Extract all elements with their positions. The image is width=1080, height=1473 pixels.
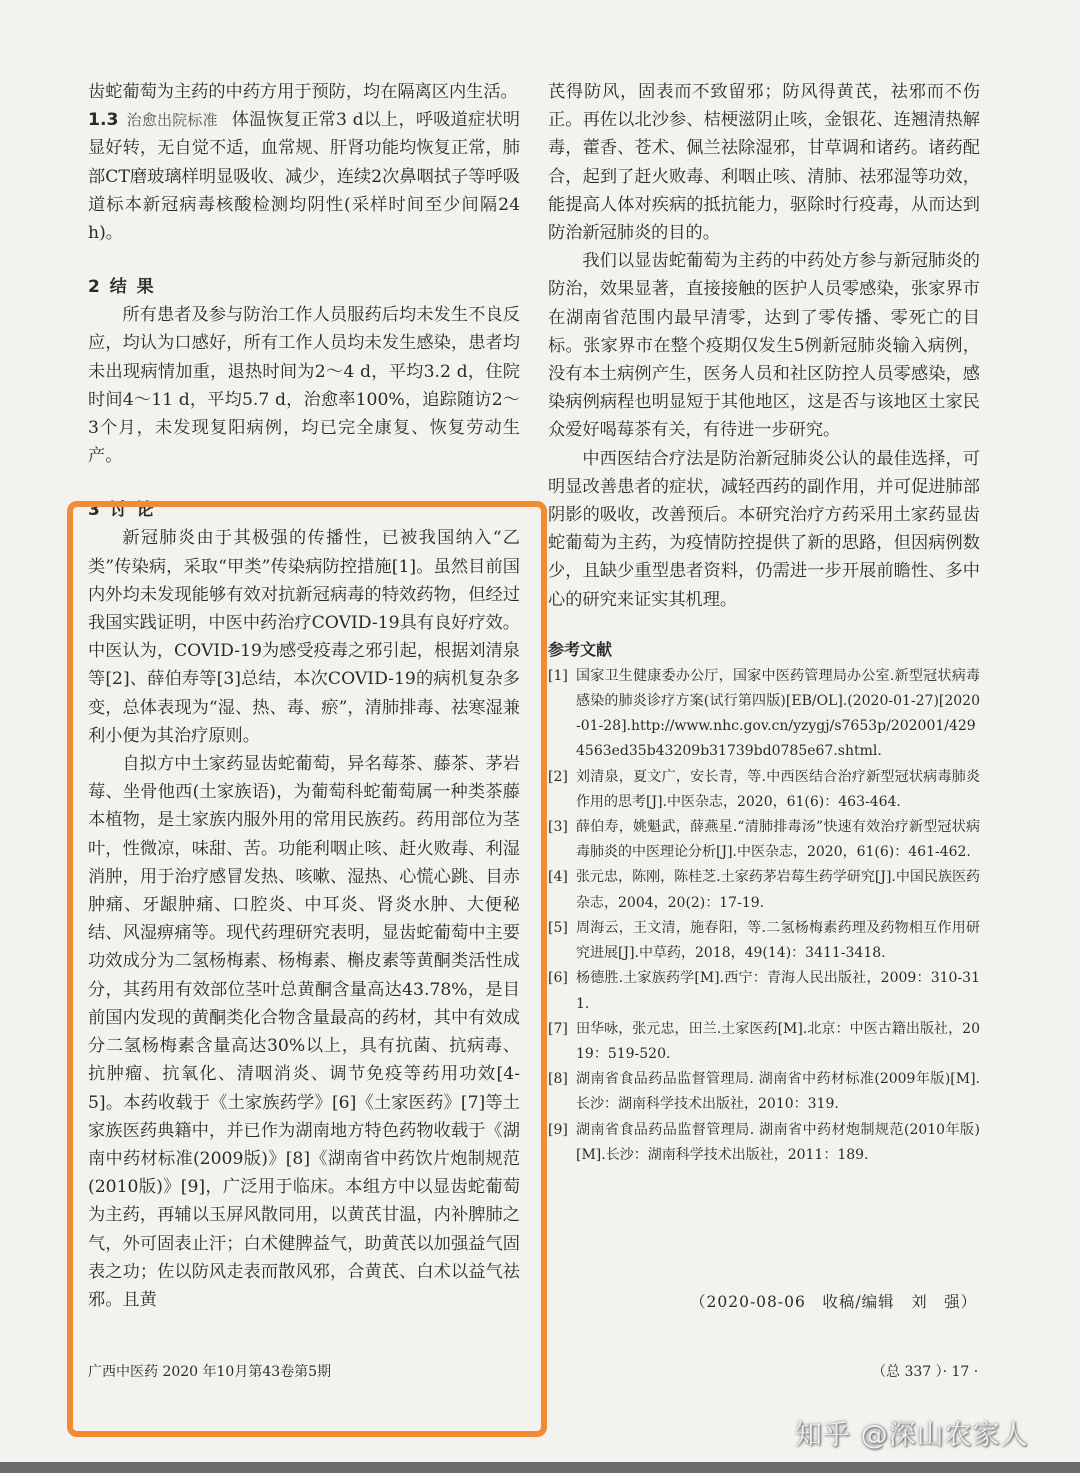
conclusion-paragraph: 中西医结合疗法是防治新冠肺炎公认的最佳选择，可明显改善患者的症状，减轻西药的副作用，并可促进肺部阴影的吸收，改善预后。本研究治疗方药采用土家药显齿蛇葡萄为主药，为疫情防控提供了新的思路，但因病例数少，且缺少重型患者资料，仍需进一步开展前瞻性、多中心的研究来证实其机理。 — [548, 448, 980, 610]
section-2-paragraph: 所有患者及参与防治工作人员服药后均未发生不良反应，均认为口感好，所有工作人员均未发生感染，患者均未出现病情加重，退热时间为2～4 d，平均3.2 d，住院时间4～11 d，平均5.7 d，治愈率100%，追踪随访2～3个月，未发现复阳病例，均已完全康复、恢复劳动生产。 — [88, 305, 520, 467]
reference-number: [2] — [548, 768, 568, 785]
reference-text: 田华咏，张元忠，田兰.土家医药[M].北京：中医古籍出版社，2019：519-520. — [576, 1020, 980, 1062]
intro-paragraph: 齿蛇葡萄为主药的中药方用于预防，均在隔离区内生活。 — [88, 82, 518, 102]
reference-item — [548, 1017, 980, 1067]
section-3-heading: 3 讨 论 — [88, 500, 156, 521]
page-number: （总 337 ）· 17 · — [872, 1364, 979, 1380]
results-paragraph: 我们以显齿蛇葡萄为主药的中药处方参与新冠肺炎的防治，效果显著，直接接触的医护人员零感染，张家界市在湖南省范围内最早清零，达到了零传播、零死亡的目标。张家界市在整个疫期仅发生5例新冠肺炎输入病例，没有本土病例产生，医务人员和社区防控人员零感染，感染病例病程也明显短于其他地区，这是否与该地区土家民众爱好喝莓茶有关，有待进一步研究。 — [548, 251, 980, 441]
reference-item — [548, 664, 980, 765]
right-column — [548, 78, 980, 1168]
reference-item — [548, 1118, 980, 1168]
reference-item — [548, 916, 980, 966]
highlight-frame — [67, 501, 547, 1437]
reference-text: 张元忠，陈刚，陈桂芝.土家药茅岩莓生药学研究[J].中国民族医药杂志，2004，20(2)：17-19. — [576, 869, 980, 911]
reference-item — [548, 815, 980, 865]
reference-text: 刘清泉，夏文广，安长青，等.中西医结合治疗新型冠状病毒肺炎作用的思考[J].中医杂志，2020，61(6)：463-464. — [576, 768, 980, 810]
reference-number: [6] — [548, 970, 568, 987]
journal-footer: 广西中医药 2020 年10月第43卷第5期 — [88, 1364, 332, 1380]
reference-number: [3] — [548, 819, 568, 836]
section-1-3 — [88, 106, 520, 247]
reference-text: 国家卫生健康委办公厅，国家中医药管理局办公室.新型冠状病毒感染的肺炎诊疗方案(试行第四版)[EB/OL].(2020-01-27)[2020-01-28].http://www.nhc.gov.cn/yzygj/s7653p/202001/4294563ed35b43209b31739bd0785e67.shtml. — [576, 667, 980, 760]
reference-number: [9] — [548, 1121, 568, 1138]
section-1-3-text: 体温恢复正常3 d以上，呼吸道症状明显好转，无自觉不适，血常规、肝肾功能均恢复正常，肺部CT磨玻璃样明显吸收、减少，连续2次鼻咽拭子等呼吸道标本新冠病毒核酸检测均阴性(采样时间至少间隔24 h)。 — [88, 110, 520, 244]
reference-number: [8] — [548, 1071, 568, 1088]
reference-number: [4] — [548, 869, 568, 886]
reference-number: [7] — [548, 1020, 568, 1037]
received-line: （2020-08-06 收稿/编辑 刘 强） — [690, 1293, 978, 1311]
section-1-3-title: 治愈出院标准 — [126, 111, 218, 130]
zhihu-watermark: 知乎 @深山农家人 — [795, 1420, 1029, 1451]
reference-item — [548, 966, 980, 1016]
reference-list — [548, 664, 980, 1168]
reference-item — [548, 1067, 980, 1117]
reference-text: 杨德胜.土家族药学[M].西宁：青海人民出版社，2009：310-311. — [576, 970, 980, 1012]
reference-text: 湖南省食品药品监督管理局. 湖南省中药材炮制规范(2010年版)[M].长沙：湖南科学技术出版社，2011：189. — [576, 1121, 980, 1163]
reference-text: 周海云，王文清，施春阳，等.二氢杨梅素药理及药物相互作用研究进展[J].中草药，2018，49(14)：3411-3418. — [576, 919, 980, 962]
section-1-3-number: 1.3 — [88, 110, 119, 131]
references-heading: 参考文献 — [548, 639, 613, 659]
bottom-edge — [0, 1462, 1080, 1473]
reference-text: 薛伯寿，姚魁武，薛燕星.“清肺排毒汤”快速有效治疗新型冠状病毒肺炎的中医理论分析[J].中医杂志，2020，61(6)：461-462. — [576, 819, 980, 861]
reference-number: [1] — [548, 667, 568, 684]
reference-text: 湖南省食品药品监督管理局. 湖南省中药材标准(2009年版)[M].长沙：湖南科学技术出版社，2010：319. — [576, 1071, 980, 1113]
reference-number: [5] — [548, 919, 568, 936]
section-2-heading: 2 结 果 — [88, 277, 156, 298]
discussion-paragraph-2: 自拟方中土家药显齿蛇葡萄，异名莓茶、藤茶、茅岩莓、坐骨他西(土家族语)，为葡萄科蛇葡萄属一种类茶藤本植物，是土家族内服外用的常用民族药。药用部位为茎叶，性微凉，味甜、苦。功能利咽止咳、赶火败毒、利湿消肿，用于治疗感冒发热、咳嗽、湿热、心慌心跳、目赤肿痛、牙龈肿痛、口腔炎、中耳炎、肾炎水肿、大便秘结、风湿痹痛等。现代药理研究表明，显齿蛇葡萄中主要功效成分为二氢杨梅素、杨梅素、槲皮素等黄酮类活性成分，其药用有效部位茎叶总黄酮含量高达43.78%，是目前国内发现的黄酮类化合物含量最高的药材，其中有效成分二氢杨梅素含量高达30%以上，具有抗菌、抗病毒、抗肿瘤、抗氧化、清咽消炎、调节免疫等药用功效[4-5]。本药收载于《土家族药学》[6]《土家医药》[7]等土家族医药典籍中，并已作为湖南地方特色药物收载于《湖南中药材标准(2009版)》[8]《湖南省中药饮片炮制规范(2010版)》[9]，广泛用于临床。本组方中以显齿蛇葡萄为主药，再辅以玉屏风散同用，以黄芪甘温，内补脾肺之气，外可固表止汗；白术健脾益气，助黄芪以加强益气固表之功；佐以防风走表而散风邪，合黄芪、白术以益气祛邪。且黄 — [88, 754, 520, 1310]
reference-item — [548, 865, 980, 915]
reference-item — [548, 765, 980, 815]
continued-paragraph: 芪得防风，固表而不致留邪；防风得黄芪，祛邪而不伤正。再佐以北沙参、桔梗滋阴止咳，金银花、连翘清热解毒，藿香、苍术、佩兰祛除湿邪，甘草调和诸药。诸药配合，起到了赶火败毒、利咽止咳、清肺、祛邪湿等功效，能提高人体对疾病的抵抗能力，驱除时行疫毒，从而达到防治新冠肺炎的目的。 — [548, 82, 980, 244]
discussion-paragraph-1: 新冠肺炎由于其极强的传播性，已被我国纳入“乙类”传染病，采取“甲类”传染病防控措施[1]。虽然目前国内外均未发现能够有效对抗新冠病毒的特效药物，但经过我国实践证明，中医中药治疗COVID-19具有良好疗效。中医认为，COVID-19为感受疫毒之邪引起，根据刘清泉等[2]、薛伯寿等[3]总结，本次COVID-19的病机复杂多变，总体表现为“湿、热、毒、瘀”，清肺排毒、祛寒湿兼利小便为其治疗原则。 — [88, 528, 520, 746]
